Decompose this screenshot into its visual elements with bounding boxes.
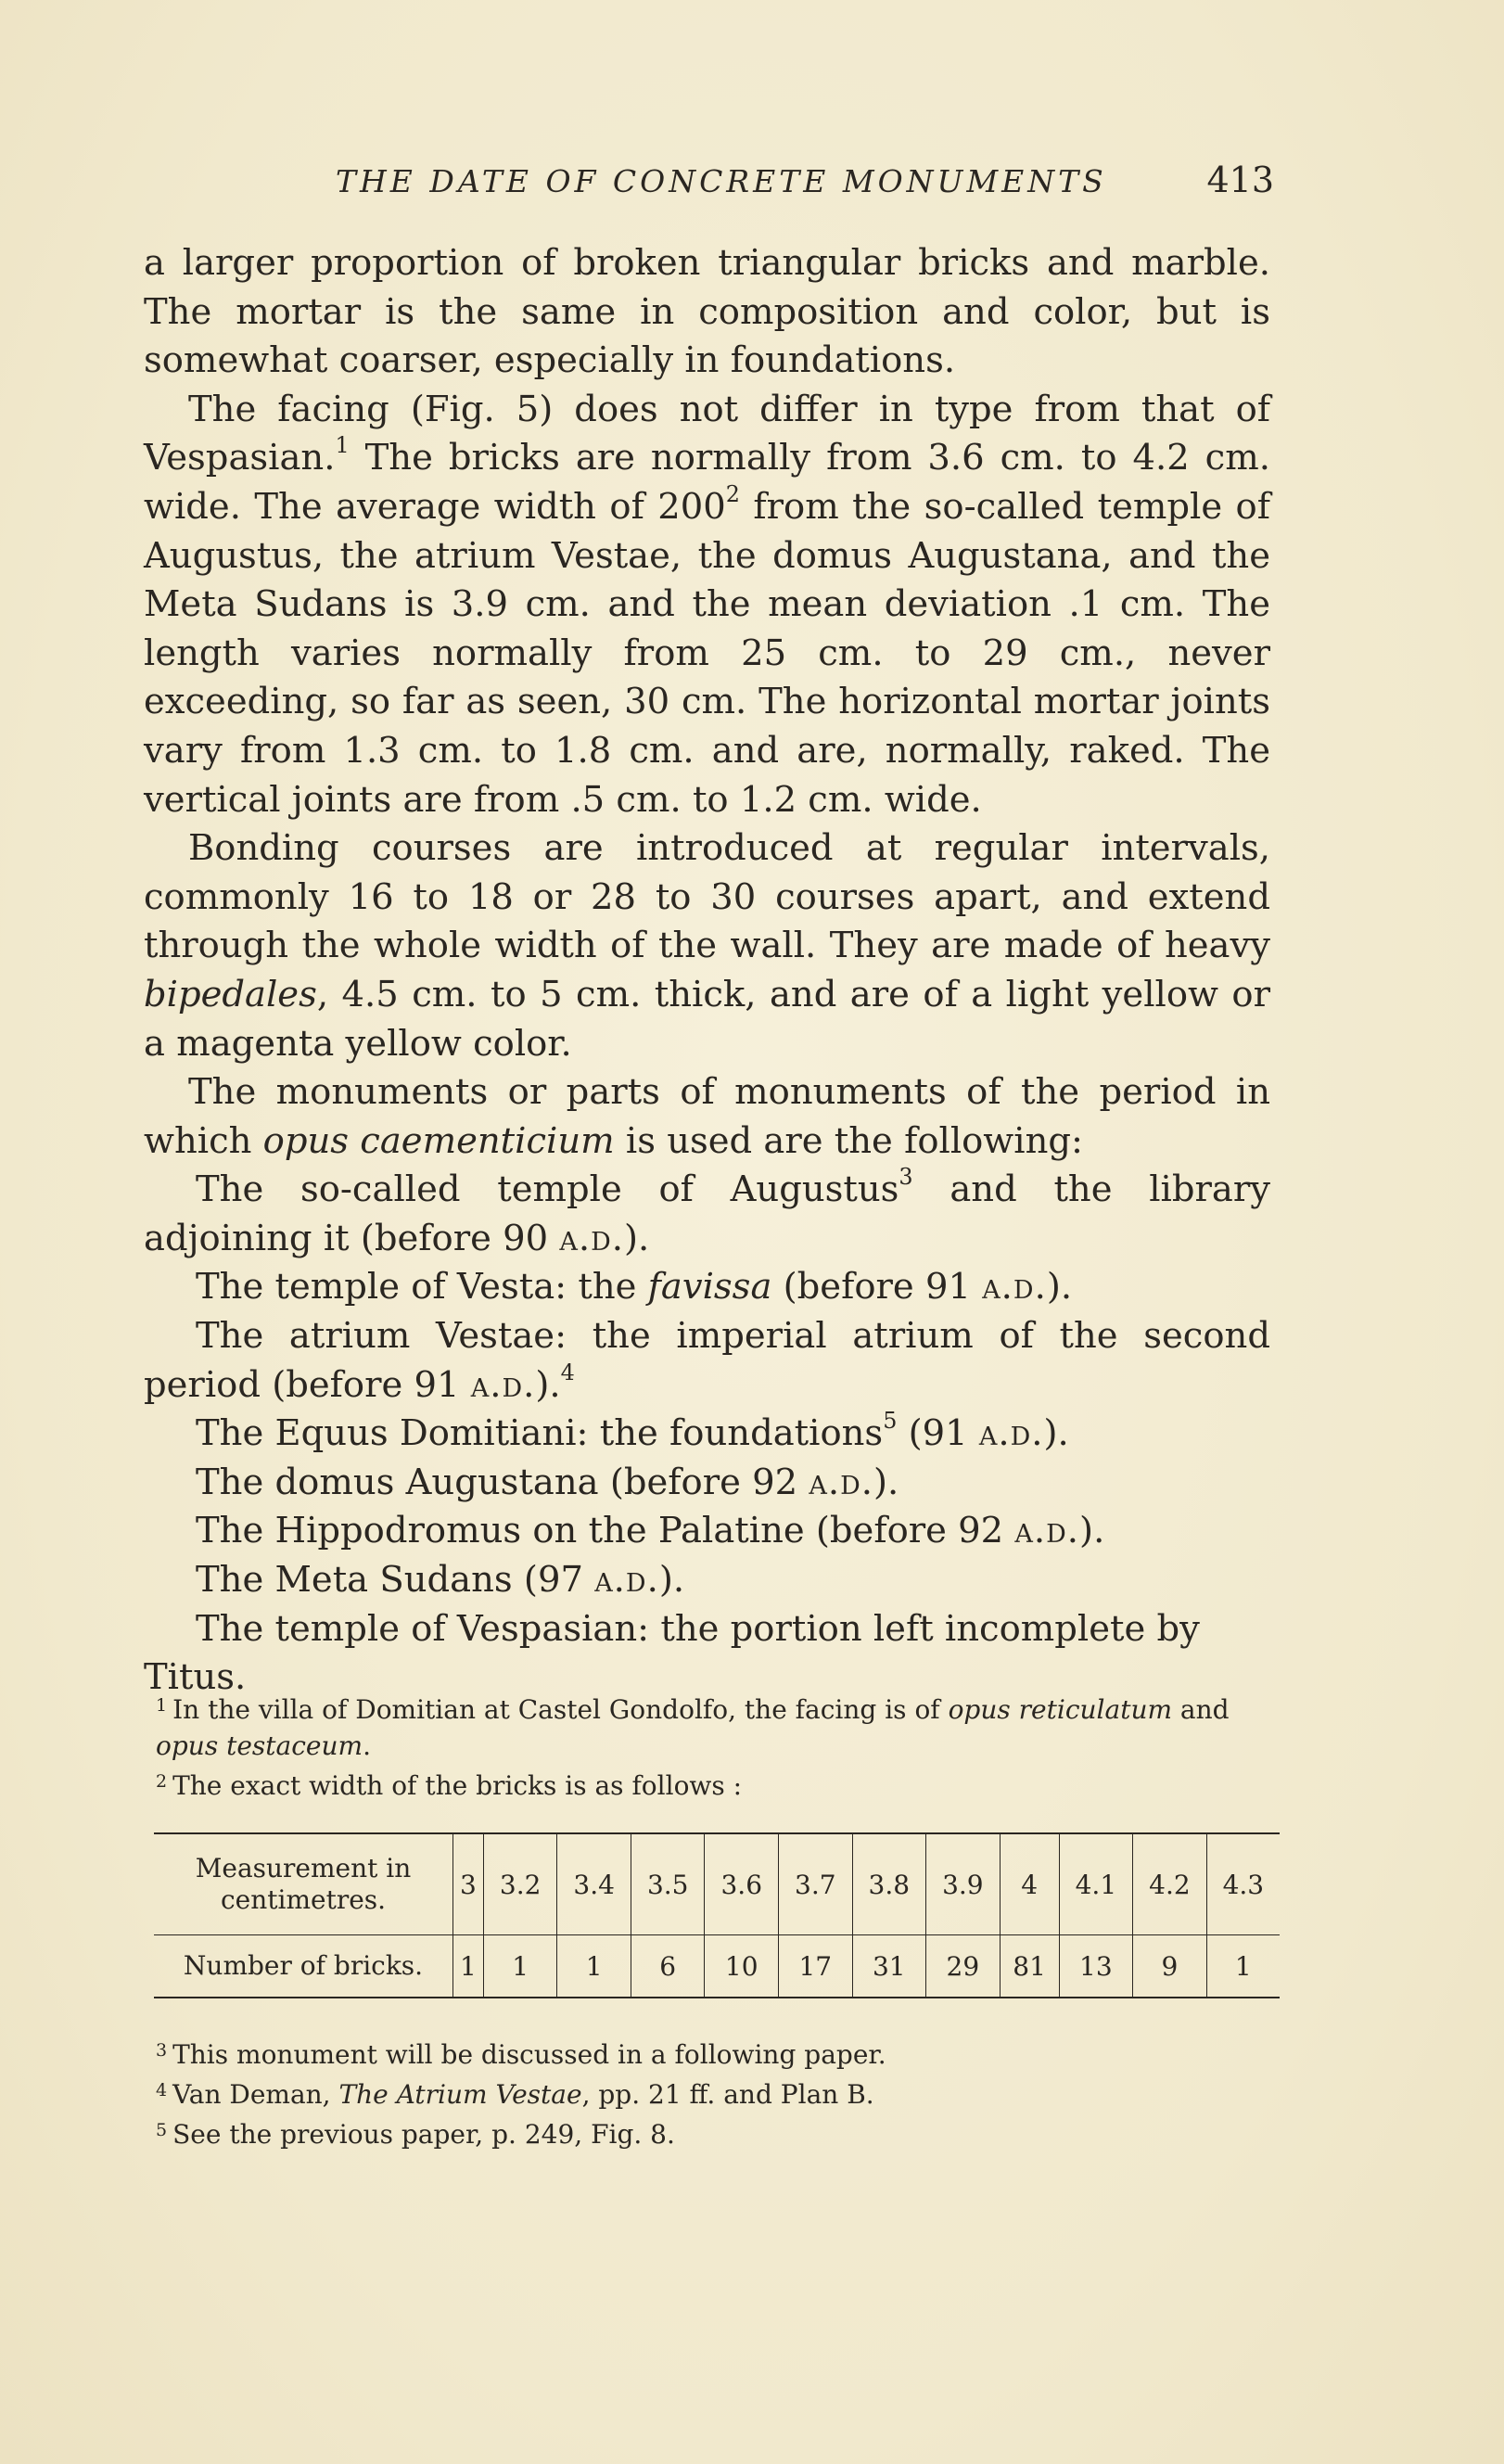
table-cell: 31 [852,1935,926,1998]
table-cell: 10 [705,1935,779,1998]
italic-term: bipedales [144,973,317,1015]
table-cell: 1 [453,1935,484,1998]
table-cell: 3.6 [705,1833,779,1935]
paragraph-continuation: a larger proportion of broken triangular bricks and marble. The mortar is the same in composition and color, but is somewhat coarser, especially in foundations. [144,242,1270,382]
body-text [144,239,1270,1703]
table-cell: 3.5 [631,1833,705,1935]
footnote-ref-1[interactable]: 1 [335,432,350,459]
footnote-3: $^3$ This monument will be discussed in a following paper. [156,2039,886,2070]
list-item: The Equus Domitiani: the foundations$^5$ (91 a.d.). [196,1408,1069,1455]
table-cell: 3.4 [557,1833,631,1935]
footnote-4: $^4$ Van Deman, The Atrium Vestae, pp. 21 ff. and Plan B. [156,2079,874,2110]
list-item: The atrium Vestae: the imperial atrium of the second period (before 91 a.d.).$^4$ [144,1315,1270,1406]
list-item: The Hippodromus on the Palatine (before 92 a.d.). [196,1510,1105,1552]
footnotes-top [156,1688,1278,1804]
table-cell: 3.2 [483,1833,557,1935]
footnote-5: $^5$ See the previous paper, p. 249, Fig. 8. [156,2119,675,2150]
table-row-header: Number of bricks. [154,1935,453,1998]
footnote-ref-2[interactable]: 2 [725,481,740,508]
table-cell: 4.1 [1059,1833,1133,1935]
footnote-ref-5[interactable]: 5 [883,1408,898,1435]
table-cell: 9 [1133,1935,1207,1998]
list-item: The temple of Vespasian: the portion left incomplete by Titus. [144,1607,1200,1699]
table-cell: 3.7 [779,1833,853,1935]
footnote-ref-4[interactable]: 4 [560,1359,575,1385]
list-item: The Meta Sudans (97 a.d.). [196,1559,685,1602]
table-cell: 4.3 [1206,1833,1280,1935]
page-number: 413 [1206,160,1274,200]
running-title: THE DATE OF CONCRETE MONUMENTS [336,163,1107,199]
table-row [154,1935,1280,1998]
list-item: The temple of Vesta: the favissa (before 91 a.d.). [196,1266,1073,1309]
table-cell: 13 [1059,1935,1133,1998]
table-cell: 81 [1000,1935,1059,1998]
table-cell: 3 [453,1833,484,1935]
italic-term: opus caementicium [262,1119,615,1162]
table-cell: 3.9 [926,1833,1001,1935]
table-cell: 29 [926,1935,1001,1998]
table-cell: 1 [1206,1935,1280,1998]
table-cell: 17 [779,1935,853,1998]
paragraph-monuments-intro: The monuments or parts of monuments of the period in which opus caementicium is used are the following: [144,1071,1270,1162]
table-cell: 4 [1000,1833,1059,1935]
table-cell: 1 [557,1935,631,1998]
brick-width-table [154,1832,1280,1998]
paragraph-bonding-courses: Bonding courses are introduced at regular intervals, commonly 16 to 18 or 28 to 30 courses apart, and extend through the whole width of the wall. They are made of heavy bipedales, 4.5 cm. to 5 cm. thick, and are of a light yellow or a magenta yellow color. [144,827,1270,1065]
table-row-header: Measurement in centimetres. [195,1853,412,1915]
footnote-ref-3[interactable]: 3 [899,1164,913,1191]
paragraph-facing: The facing (Fig. 5) does not differ in type from that of Vespasian.$^1$ The bricks are normally from 3.6 cm. to 4.2 cm. wide. The average width of $200^2$ from the so-called temple of Augustus, the atrium Vestae, the domus Augustana, and the Meta Sudans is 3.9 cm. and the mean deviation .1 cm. The length varies normally from 25 cm. to 29 cm., never exceeding, so far as seen, 30 cm. The horizontal mortar joints vary from 1.3 cm. to 1.8 cm. and are, normally, raked. The vertical joints are from .5 cm. to 1.2 cm. wide. [144,388,1270,821]
table-cell: 6 [631,1935,705,1998]
footnote-1: $^1$ In the villa of Domitian at Castel Gondolfo, the facing is of opus reticulatum and opus testaceum. [156,1694,1230,1761]
list-item: The so-called temple of Augustus$^3$ and the library adjoining it (before 90 a.d.). [144,1164,1270,1259]
list-item: The domus Augustana (before 92 a.d.). [196,1461,899,1503]
footnote-2: $^2$ The exact width of the bricks is as follows : [156,1770,743,1801]
table-row [154,1833,1280,1935]
table-cell: 1 [483,1935,557,1998]
table-cell: 3.8 [852,1833,926,1935]
page-header [150,160,1274,206]
footnotes-bottom [156,2033,1278,2152]
table-cell: 4.2 [1133,1833,1207,1935]
